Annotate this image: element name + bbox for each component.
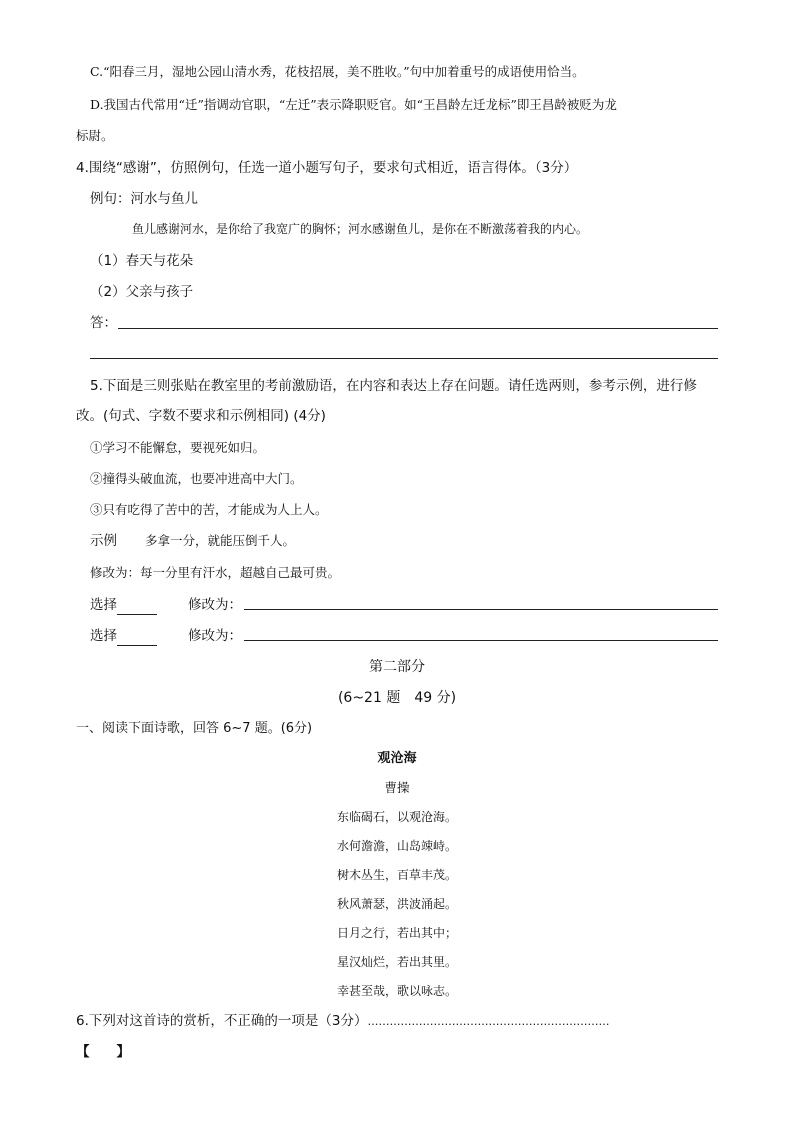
q4-answer-label: 答：: [90, 315, 117, 331]
q3-option-d-line1: D.我国古代常用“迁”指调动官职，“左迁”表示降职贬官。如“王昌龄左迁龙标”即王昌龄被贬为龙: [90, 97, 617, 112]
q4-item-1: （1）春天与花朵: [90, 253, 194, 269]
q5-example: [90, 531, 295, 551]
q5-stem-line1: 5.下面是三则张贴在教室里的考前激励语，在内容和表达上存在问题。请任选两则，参考示例，进行修: [90, 378, 697, 394]
q5-sentence-2: ②撞得头破血流，也要冲进高中大门。: [90, 471, 303, 486]
q5-choice-row-2: [90, 626, 157, 646]
q4-answer-line-2[interactable]: [90, 358, 718, 359]
q5-revise-label-1: 修改为：: [188, 597, 242, 613]
poem-line-5: 日月之行，若出其中；: [336, 926, 457, 940]
q5-stem-line2: 改。(句式、字数不要求和示例相同) (4分): [76, 408, 326, 424]
poem-line-2: 水何澹澹，山岛竦峙。: [336, 839, 457, 853]
q3-option-d-line2: 标尉。: [76, 128, 114, 143]
q5-revised-example: 修改为：每一分里有汗水，超越自己最可贵。: [90, 565, 341, 580]
poem-line-3: 树木丛生，百草丰茂。: [336, 868, 457, 882]
poem-line-7: 幸甚至哉，歌以咏志。: [336, 984, 457, 998]
q5-example-label: 示例: [90, 533, 117, 549]
q5-choose-label-2: 选择: [90, 628, 117, 644]
q4-example-label: 例句：河水与鱼儿: [90, 191, 198, 207]
q4-answer-line-1[interactable]: [118, 328, 718, 329]
q6-answer-bracket[interactable]: 【 】: [76, 1044, 130, 1060]
q5-sentence-1: ①学习不能懈怠，要视死如归。: [90, 440, 266, 455]
poem-author: 曹操: [384, 780, 410, 795]
q5-choose-label-1: 选择: [90, 597, 117, 613]
q5-example-text: 多拿一分，就能压倒千人。: [145, 533, 296, 548]
q4-item-2: （2）父亲与孩子: [90, 284, 194, 300]
q4-example-sentence: 鱼儿感谢河水，是你给了我宽广的胸怀；河水感谢鱼儿，是你在不断激荡着我的内心。: [132, 222, 589, 236]
poem-line-1: 东临碣石，以观沧海。: [336, 810, 457, 824]
q5-revise-label-2: 修改为：: [188, 628, 242, 644]
poem-line-6: 星汉灿烂，若出其里。: [336, 955, 457, 969]
part2-title: 第二部分: [369, 659, 425, 675]
poem-title: 观沧海: [377, 751, 417, 766]
q5-revise-line-1[interactable]: [244, 609, 718, 610]
q6-stem-row: [76, 1011, 609, 1032]
q4-stem: 4.围绕“感谢”，仿照例句，任选一道小题写句子，要求句式相近，语言得体。（3分）: [76, 160, 578, 176]
poem-line-4: 秋风萧瑟，洪波涌起。: [336, 897, 457, 911]
q5-revise-line-2[interactable]: [244, 640, 718, 641]
q3-option-c: C.“阳春三月，湿地公园山清水秀，花枝招展，美不胜收。”句中加着重号的成语使用恰当。: [90, 64, 585, 79]
q6-stem: 6.下列对这首诗的赏析，不正确的一项是（3分）: [76, 1013, 368, 1029]
q5-sentence-3: ③只有吃得了苦中的苦，才能成为人上人。: [90, 502, 328, 517]
section1-heading: 一、阅读下面诗歌，回答 6~7 题。(6分): [76, 721, 313, 736]
q5-choose-blank-1[interactable]: [117, 600, 157, 615]
part2-subtitle: (6~21 题 49 分): [337, 690, 457, 706]
q5-choose-blank-2[interactable]: [117, 631, 157, 646]
q5-choice-row-1: [90, 595, 157, 615]
q6-dots: …………………………………………………………: [367, 1015, 610, 1028]
